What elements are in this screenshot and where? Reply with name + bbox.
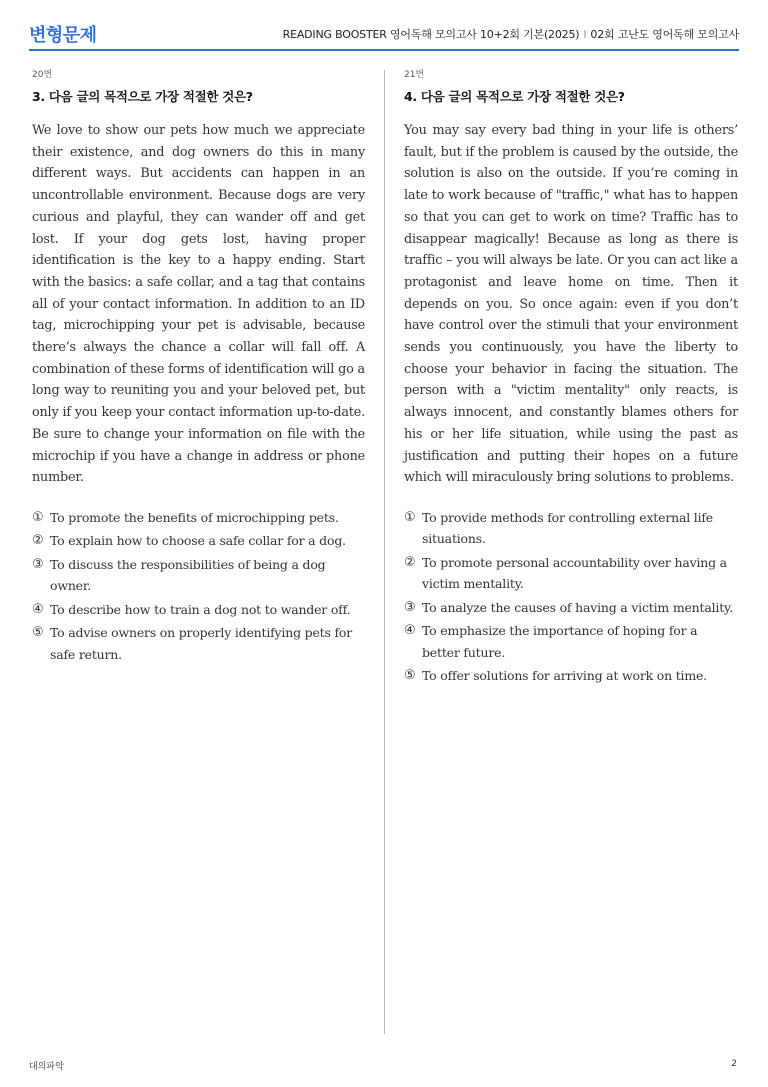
question-number: 21번 (404, 70, 425, 80)
answer-option[interactable] (404, 597, 738, 619)
option-marker: ④ (404, 623, 416, 639)
header-info (283, 26, 739, 42)
option-text: To provide methods for controlling external life situations. (422, 509, 713, 547)
option-text: To describe how to train a dog not to wander off. (50, 601, 351, 617)
answer-option[interactable] (32, 622, 365, 665)
answer-options (32, 507, 365, 666)
answer-option[interactable] (404, 620, 738, 663)
option-marker: ② (404, 554, 416, 570)
option-marker: ⑤ (32, 625, 44, 641)
question-number: 20번 (32, 70, 53, 80)
option-marker: ② (32, 533, 44, 549)
answer-options (404, 507, 738, 687)
option-text: To analyze the causes of having a victim mentality. (422, 599, 734, 615)
option-marker: ④ (32, 601, 44, 617)
answer-option[interactable] (404, 507, 738, 550)
header-separator: I (583, 28, 587, 41)
question-title: 3. 다음 글의 목적으로 가장 적절한 것은? (32, 89, 253, 104)
exam-title: 02회 고난도 영어독해 모의고사 (590, 28, 739, 41)
question-right (404, 70, 738, 703)
option-text: To discuss the responsibilities of being a dog owner. (50, 556, 326, 594)
answer-option[interactable] (32, 507, 365, 529)
series-title: READING BOOSTER 영어독해 모의고사 10+2회 기본(2025) (282, 28, 580, 41)
page-number: 2 (731, 1059, 737, 1069)
answer-option[interactable] (404, 665, 738, 687)
answer-option[interactable] (404, 552, 738, 595)
option-text: To explain how to choose a safe collar for a dog. (50, 533, 346, 549)
option-text: To emphasize the importance of hoping for a better future. (422, 623, 698, 660)
option-marker: ⑤ (404, 668, 416, 684)
option-text: To offer solutions for arriving at work on time. (422, 668, 707, 684)
option-marker: ① (404, 509, 416, 525)
question-left (32, 70, 365, 681)
footer-publisher: 대의파악 (29, 1062, 64, 1072)
answer-option[interactable] (32, 554, 365, 597)
option-marker: ① (32, 509, 44, 525)
option-text: To promote personal accountability over having a victim mentality. (422, 554, 727, 592)
answer-option[interactable] (32, 599, 365, 621)
option-text: To advise owners on properly identifying pets for safe return. (50, 625, 352, 662)
passage-text: We love to show our pets how much we appreciate their existence, and dog owners do this in many different ways. But accidents can happen in an uncontrollable environment. Because dogs are very curious and playful, they can wander off and get lost. If your dog gets lost, having proper identification is the key to a happy ending. Start with the basics: a safe collar, and a tag that contains all of your contact information. In addition to an ID tag, microchipping your pet is advisable, because there’s always the chance a collar will fall off. A combination of these forms of identification will go a long way to reuniting you and your beloved pet, but only if you keep your contact information up-to-date. Be sure to change your information on file with the microchip if you have a change in address or phone number. (32, 123, 365, 486)
column-divider (384, 70, 385, 1034)
option-marker: ③ (404, 599, 416, 615)
option-marker: ③ (32, 556, 44, 572)
option-text: To promote the benefits of microchipping pets. (50, 509, 339, 525)
answer-option[interactable] (32, 530, 365, 552)
question-title: 4. 다음 글의 목적으로 가장 적절한 것은? (404, 89, 625, 104)
brand-title: 변형문제 (29, 25, 97, 46)
page-header (29, 18, 739, 51)
passage-text: You may say every bad thing in your life is others’ fault, but if the problem is caused by the outside, the solution is also on the outside. If you’re coming in late to work because of "traffic," what has to happen so that you can get to work on time? Traffic has to disappear magically! Because as long as there is traffic – you will always be late. Or you can act like a protagonist and leave home on time. Then it depends on you. So once again: even if you don’t have control over the stimuli that your environment sends you continuously, you have the liberty to choose your behavior in facing the situation. The person with a "victim mentality" only reacts, is always innocent, and constantly blames others for his or her life situation, while using the past as justification and putting their hopes on a future which will miraculously bring solutions to problems. (404, 123, 738, 486)
